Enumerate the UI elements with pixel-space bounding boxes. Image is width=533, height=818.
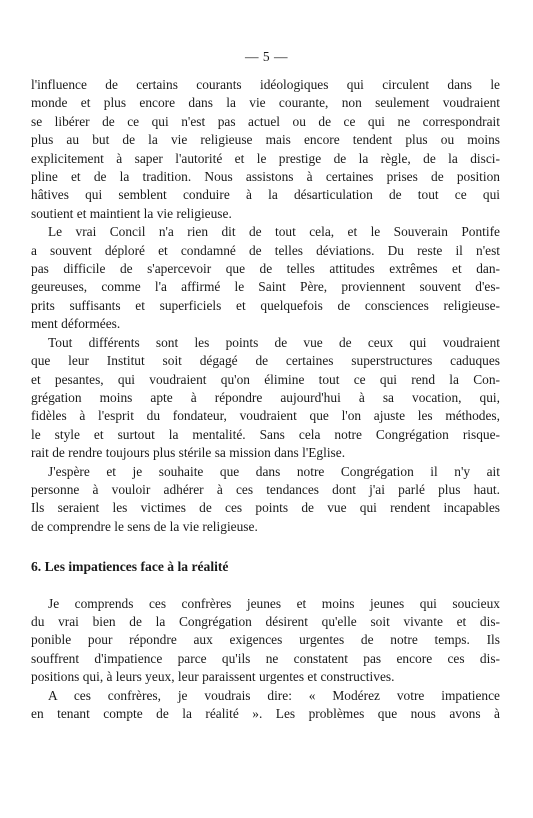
text-line: rait de rendre toujours plus stérile sa mission dans l'Eglise. — [31, 445, 346, 461]
paragraph-1 — [31, 76, 500, 223]
text-line: que leur Institut soit dégagé de certaines superstructures caduques — [31, 353, 500, 369]
text-line: et pesantes, qui voudraient qu'on élimine tout ce qui rend la Con- — [31, 371, 500, 387]
text-line: le style et surtout la mentalité. Sans cela notre Congrégation risque- — [31, 426, 500, 442]
text-line: fidèles à l'esprit du fondateur, voudraient que l'on ajuste les méthodes, — [31, 408, 500, 424]
text-line: plus au but de la vie religieuse mais encore tendent plus ou moins — [31, 132, 500, 148]
page-number: — 5 — — [245, 49, 288, 64]
section-paragraph-1 — [31, 595, 500, 687]
text-line: l'influence de certains courants idéologiques qui circulent dans le — [31, 77, 500, 92]
text-line: ment déformées. — [31, 316, 121, 332]
text-line: souffrent d'impatience parce qu'ils ne constatent pas encore ces dis- — [31, 650, 500, 666]
section-heading: 6. Les impatiences face à la réalité — [31, 559, 229, 575]
text-line: Ils seraient les victimes de ces points de vue qui rendent incapables — [31, 500, 500, 516]
text-line: soutient et maintient la vie religieuse. — [31, 205, 232, 221]
text-line: Je comprends ces confrères jeunes et moins jeunes qui soucieux — [48, 595, 500, 611]
text-line: du vrai bien de la Congrégation désirent qu'elle soit vivante et dis- — [31, 613, 500, 629]
text-line: ponible pour répondre aux exigences urgentes de notre temps. Ils — [31, 632, 500, 648]
paragraph-4 — [31, 463, 500, 537]
paragraph-2 — [31, 223, 500, 333]
text-line: Le vrai Concil n'a rien dit de tout cela, et le Souverain Pontife — [48, 224, 500, 240]
text-line: pline et de la tradition. Nous assistons à certaines prises de position — [31, 169, 500, 185]
text-line: monde et plus encore dans la vie courante, non seulement voudraient — [31, 95, 500, 111]
text-line: explicitement à saper l'autorité et le prestige de la règle, de la disci- — [31, 150, 500, 166]
body-text — [31, 76, 500, 723]
paragraph-3 — [31, 334, 500, 463]
text-line: prits suffisants et superficiels et quelquefois de consciences religieuse- — [31, 297, 500, 313]
text-line: geureuses, comme l'a affirmé le Saint Père, proviennent souvent d'es- — [31, 279, 500, 295]
text-line: positions qui, à leurs yeux, leur paraissent urgentes et constructives. — [31, 669, 395, 685]
text-line: J'espère et je souhaite que dans notre Congrégation il n'y ait — [48, 463, 500, 479]
text-line: personne à vouloir adhérer à ces tendances dont j'ai parlé plus haut. — [31, 481, 500, 497]
text-line: hâtives qui semblent conduire à la désarticulation de tout ce qui — [31, 187, 500, 203]
text-line: se libérer de ce qui n'est pas actuel ou de ce qui ne correspondrait — [31, 113, 500, 129]
text-line: A ces confrères, je voudrais dire: « Modérez votre impatience — [48, 687, 500, 703]
text-line: pas difficile de s'apercevoir que de telles attitudes extrêmes et dan- — [31, 261, 500, 277]
text-line: a souvent déploré et condamné de telles déviations. Du reste il n'est — [31, 242, 500, 258]
text-line: Tout différents sont les points de vue de ceux qui voudraient — [48, 334, 500, 350]
text-line: de comprendre le sens de la vie religieuse. — [31, 518, 258, 534]
text-line: en tenant compte de la réalité ». Les problèmes que nous avons à — [31, 706, 500, 721]
section-paragraph-2 — [31, 687, 500, 724]
text-line: grégation moins apte à répondre aujourd'hui à sa vocation, qui, — [31, 389, 500, 405]
